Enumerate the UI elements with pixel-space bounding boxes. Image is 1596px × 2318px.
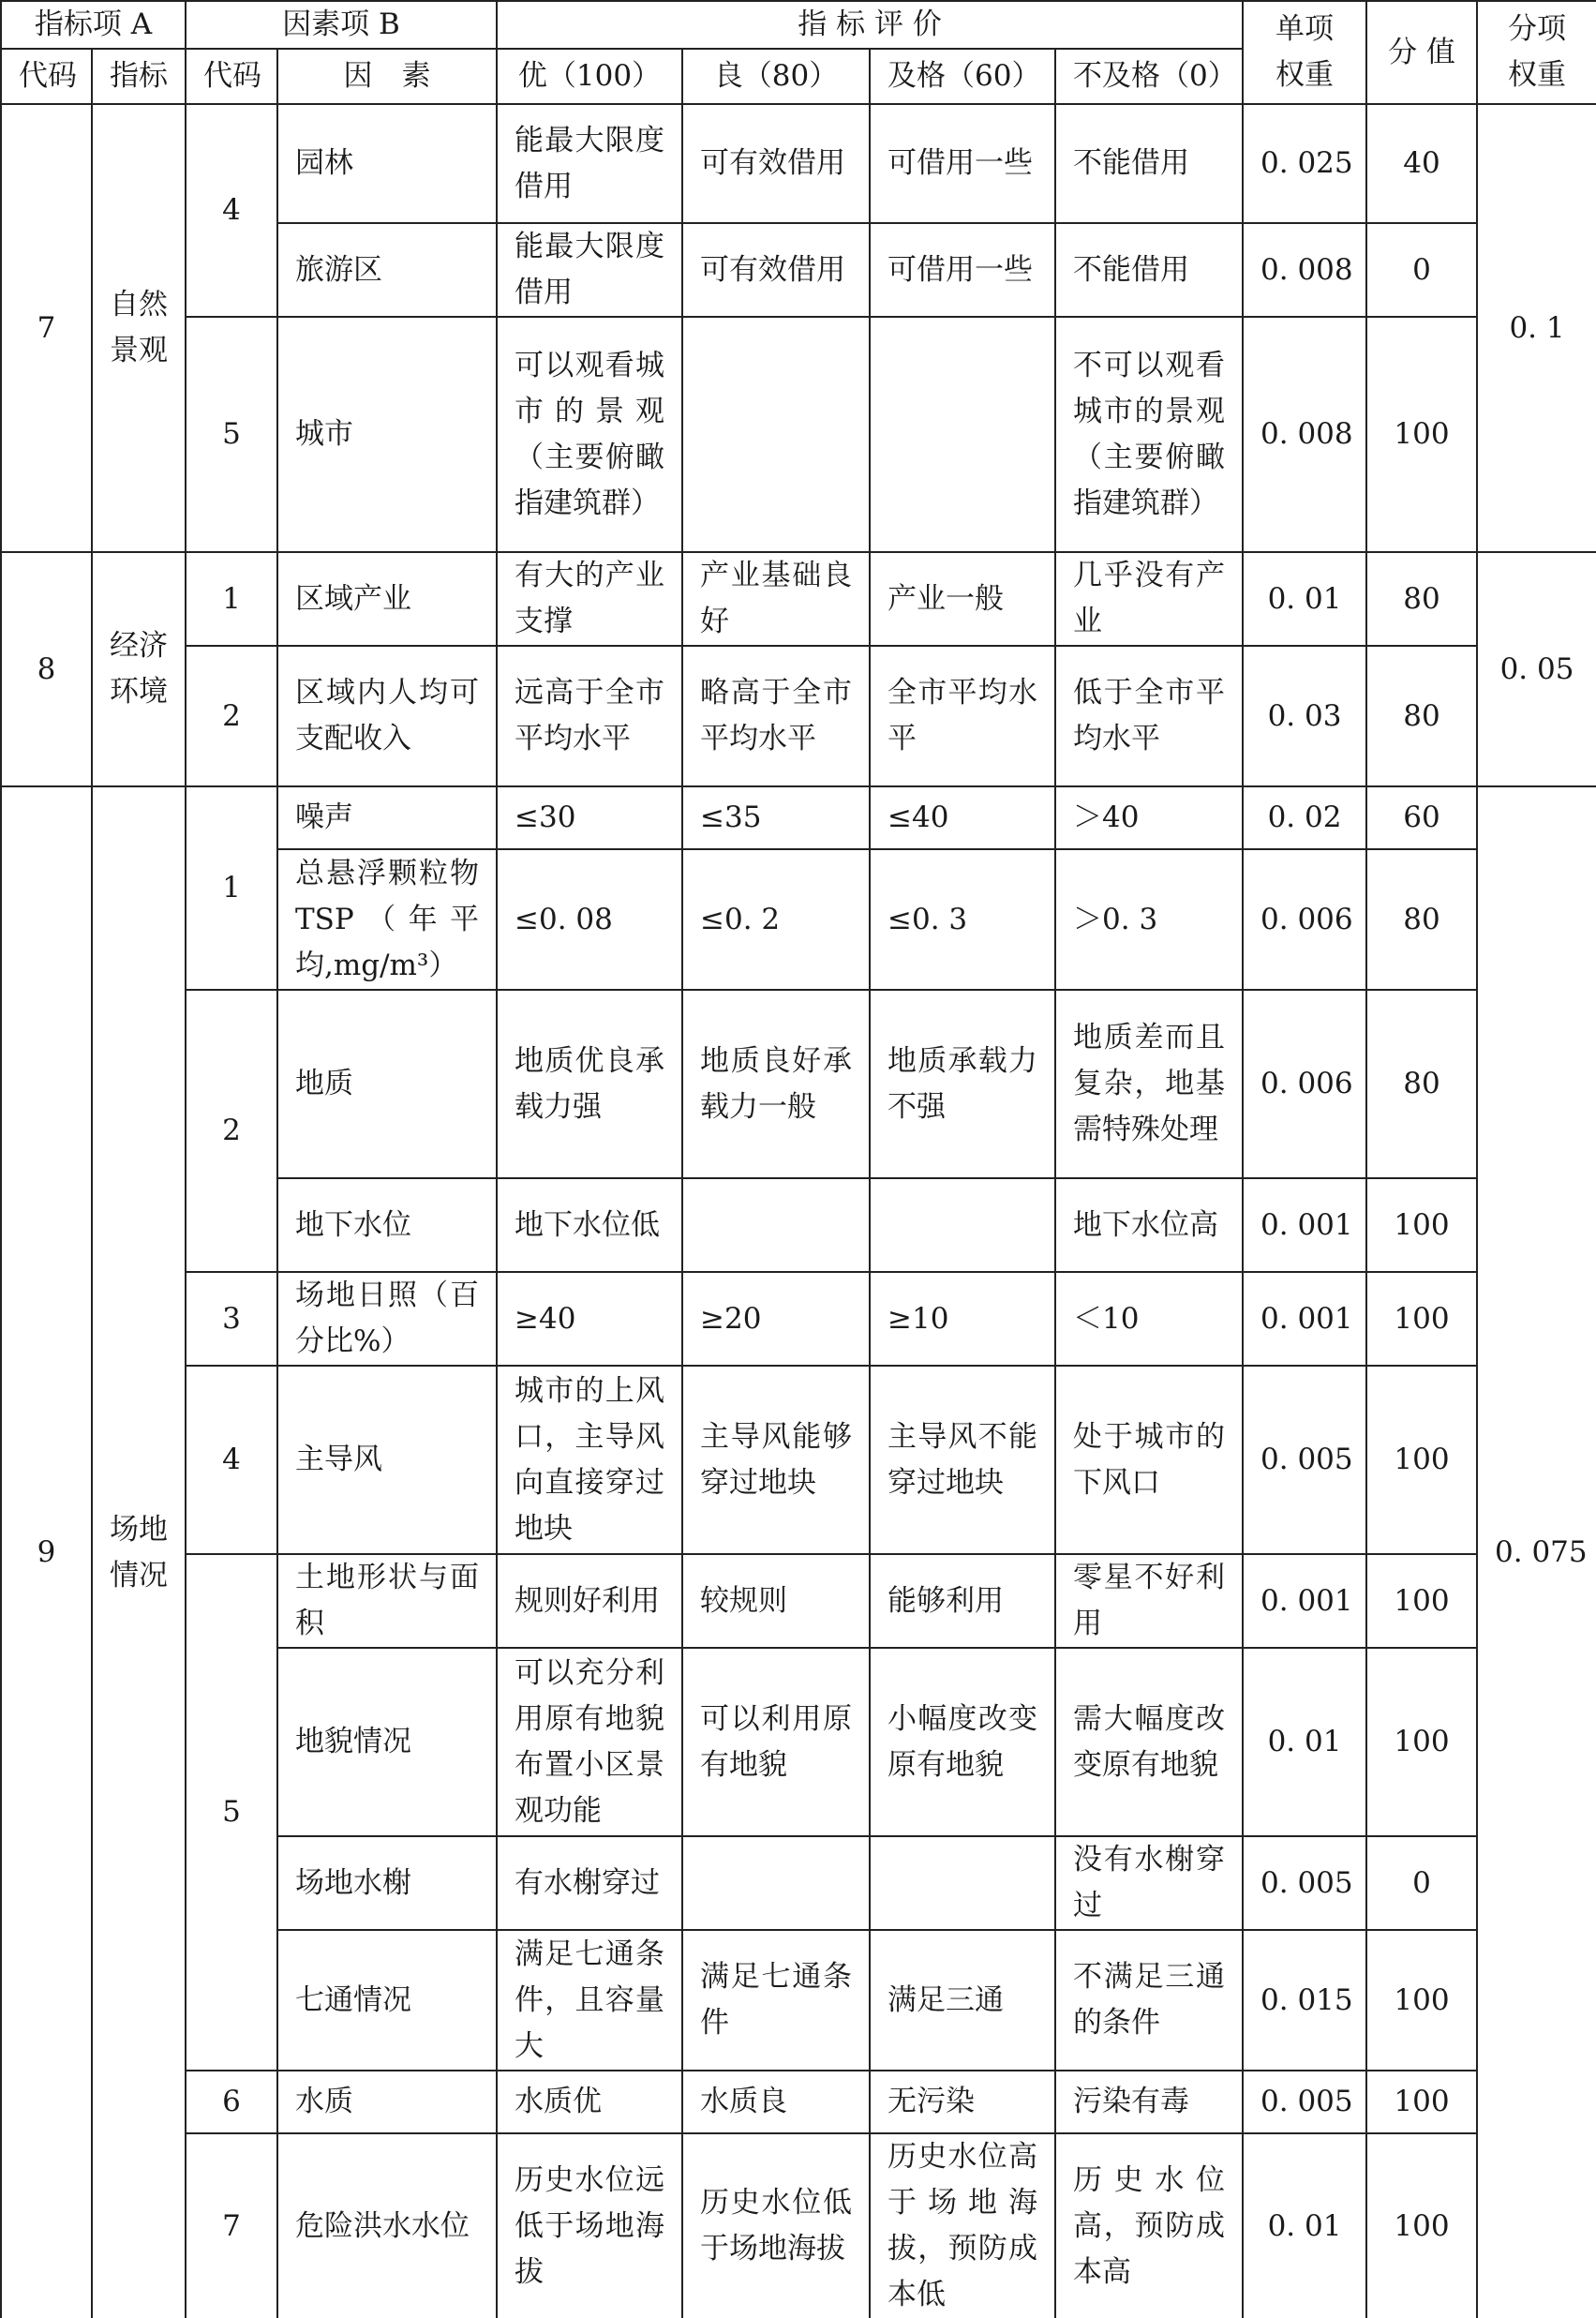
group-code: 7 [1,104,92,552]
eval-pass: ≤40 [870,786,1055,849]
factor-name: 土地形状与面积 [277,1554,497,1648]
eval-fail: ＞40 [1055,786,1243,849]
single-weight: 0. 01 [1243,552,1366,646]
eval-fail: 地质差而且复杂，地基需特殊处理 [1055,990,1243,1178]
eval-fail: 低于全市平均水平 [1055,646,1243,786]
header-factor: 因 素 [277,49,497,104]
eval-good [682,1178,870,1272]
eval-good: 可有效借用 [682,104,870,223]
eval-excellent: 满足七通条件，且容量大 [497,1930,682,2071]
factor-code: 5 [186,1554,277,2071]
eval-good: ≥20 [682,1272,870,1366]
single-weight: 0. 006 [1243,849,1366,990]
eval-excellent: 规则好利用 [497,1554,682,1648]
factor-name: 地貌情况 [277,1648,497,1836]
eval-good: 产业基础良好 [682,552,870,646]
eval-pass: 产业一般 [870,552,1055,646]
eval-good: ≤35 [682,786,870,849]
eval-excellent: ≤30 [497,786,682,849]
score-value: 100 [1366,2133,1477,2318]
score-value: 80 [1366,552,1477,646]
factor-name: 旅游区 [277,223,497,317]
factor-name: 场地日照（百分比%） [277,1272,497,1366]
header-code: 代码 [1,49,92,104]
eval-good: 略高于全市平均水平 [682,646,870,786]
factor-code: 6 [186,2071,277,2133]
score-value: 100 [1366,1930,1477,2071]
score-value: 100 [1366,1272,1477,1366]
score-value: 80 [1366,849,1477,990]
eval-good: 满足七通条件 [682,1930,870,2071]
factor-code: 7 [186,2133,277,2318]
factor-code: 5 [186,317,277,552]
score-value: 100 [1366,1178,1477,1272]
single-weight: 0. 005 [1243,2071,1366,2133]
header-factor-b: 因素项 B [186,1,497,49]
single-weight: 0. 005 [1243,1366,1366,1554]
factor-name: 区域产业 [277,552,497,646]
eval-pass [870,1836,1055,1930]
eval-excellent: 可以充分利用原有地貌布置小区景观功能 [497,1648,682,1836]
factor-code: 3 [186,1272,277,1366]
eval-fail: 地下水位高 [1055,1178,1243,1272]
eval-excellent: 能最大限度借用 [497,223,682,317]
header-score: 分 值 [1366,1,1477,104]
single-weight: 0. 025 [1243,104,1366,223]
score-value: 100 [1366,317,1477,552]
eval-fail: ＜10 [1055,1272,1243,1366]
header-pass: 及格（60） [870,49,1055,104]
table-row [1,552,1596,646]
eval-pass: ≥10 [870,1272,1055,1366]
eval-fail: 不可以观看城市的景观（主要俯瞰指建筑群） [1055,317,1243,552]
eval-pass: ≤0. 3 [870,849,1055,990]
single-weight: 0. 006 [1243,990,1366,1178]
factor-name: 主导风 [277,1366,497,1554]
eval-excellent: 有水榭穿过 [497,1836,682,1930]
score-value: 100 [1366,2071,1477,2133]
header-sub-weight: 分项 权重 [1477,1,1596,104]
table-row [1,786,1596,849]
group-name: 经济 环境 [92,552,186,786]
factor-name: 水质 [277,2071,497,2133]
table-row [1,2071,1596,2133]
factor-name: 危险洪水水位 [277,2133,497,2318]
header-index-a: 指标项 A [1,1,186,49]
score-value: 60 [1366,786,1477,849]
group-name: 自然 景观 [92,104,186,552]
score-value: 80 [1366,990,1477,1178]
eval-good: 可以利用原有地貌 [682,1648,870,1836]
single-weight: 0. 03 [1243,646,1366,786]
score-value: 100 [1366,1366,1477,1554]
single-weight: 0. 015 [1243,1930,1366,2071]
factor-name: 园林 [277,104,497,223]
eval-good [682,317,870,552]
factor-code: 1 [186,786,277,990]
eval-excellent: 能最大限度借用 [497,104,682,223]
eval-good: 可有效借用 [682,223,870,317]
eval-pass: 能够利用 [870,1554,1055,1648]
eval-pass: 全市平均水平 [870,646,1055,786]
table-row [1,317,1596,552]
eval-excellent: 城市的上风口，主导风向直接穿过地块 [497,1366,682,1554]
factor-code: 4 [186,1366,277,1554]
eval-good: 历史水位低于场地海拔 [682,2133,870,2318]
eval-good: 地质良好承载力一般 [682,990,870,1178]
header-evaluation: 指 标 评 价 [497,1,1243,49]
eval-pass: 满足三通 [870,1930,1055,2071]
eval-good: 较规则 [682,1554,870,1648]
table-row [1,1272,1596,1366]
score-value: 40 [1366,104,1477,223]
table-row [1,990,1596,1178]
factor-name: 场地水榭 [277,1836,497,1930]
table-body [1,104,1596,2318]
eval-fail: 不能借用 [1055,223,1243,317]
single-weight: 0. 02 [1243,786,1366,849]
eval-excellent: 地下水位低 [497,1178,682,1272]
factor-name: 城市 [277,317,497,552]
eval-excellent: 可以观看城市的景观（主要俯瞰指建筑群） [497,317,682,552]
score-value: 80 [1366,646,1477,786]
eval-excellent: 远高于全市平均水平 [497,646,682,786]
eval-excellent: 有大的产业支撑 [497,552,682,646]
eval-good [682,1836,870,1930]
eval-fail: 不能借用 [1055,104,1243,223]
header-index: 指标 [92,49,186,104]
eval-pass: 可借用一些 [870,223,1055,317]
table-row [1,104,1596,223]
header-single-weight: 单项 权重 [1243,1,1366,104]
single-weight: 0. 01 [1243,2133,1366,2318]
table-row [1,2133,1596,2318]
single-weight: 0. 01 [1243,1648,1366,1836]
eval-pass: 无污染 [870,2071,1055,2133]
eval-good: ≤0. 2 [682,849,870,990]
single-weight: 0. 001 [1243,1272,1366,1366]
header-factor-code: 代码 [186,49,277,104]
eval-pass [870,1178,1055,1272]
eval-fail: 需大幅度改变原有地貌 [1055,1648,1243,1836]
sub-weight: 0. 1 [1477,104,1596,552]
score-value: 0 [1366,223,1477,317]
score-value: 100 [1366,1554,1477,1648]
eval-pass [870,317,1055,552]
factor-name: 噪声 [277,786,497,849]
factor-code: 4 [186,104,277,317]
eval-pass: 历史水位高于场地海拔，预防成本低 [870,2133,1055,2318]
group-code: 9 [1,786,92,2318]
single-weight: 0. 001 [1243,1178,1366,1272]
eval-fail: 零星不好利用 [1055,1554,1243,1648]
factor-code: 2 [186,646,277,786]
factor-code: 2 [186,990,277,1272]
eval-excellent: ≤0. 08 [497,849,682,990]
factor-name: 区域内人均可支配收入 [277,646,497,786]
sub-weight: 0. 05 [1477,552,1596,786]
score-value: 0 [1366,1836,1477,1930]
eval-pass: 地质承载力不强 [870,990,1055,1178]
factor-name: 地质 [277,990,497,1178]
eval-excellent: 地质优良承载力强 [497,990,682,1178]
eval-fail: 没有水榭穿过 [1055,1836,1243,1930]
group-name: 场地 情况 [92,786,186,2318]
factor-name: 七通情况 [277,1930,497,2071]
eval-fail: 几乎没有产业 [1055,552,1243,646]
eval-fail: 历史水位高，预防成本高 [1055,2133,1243,2318]
table-row [1,1366,1596,1554]
eval-pass: 小幅度改变原有地貌 [870,1648,1055,1836]
single-weight: 0. 008 [1243,317,1366,552]
single-weight: 0. 001 [1243,1554,1366,1648]
factor-code: 1 [186,552,277,646]
header-fail: 不及格（0） [1055,49,1243,104]
eval-excellent: 历史水位远低于场地海拔 [497,2133,682,2318]
eval-fail: 处于城市的下风口 [1055,1366,1243,1554]
table-row [1,646,1596,786]
eval-fail: ＞0. 3 [1055,849,1243,990]
eval-fail: 污染有毒 [1055,2071,1243,2133]
header-good: 良（80） [682,49,870,104]
eval-pass: 可借用一些 [870,104,1055,223]
factor-name: 地下水位 [277,1178,497,1272]
table-row [1,1554,1596,1648]
score-value: 100 [1366,1648,1477,1836]
eval-pass: 主导风不能穿过地块 [870,1366,1055,1554]
eval-good: 水质良 [682,2071,870,2133]
eval-good: 主导风能够穿过地块 [682,1366,870,1554]
eval-excellent: ≥40 [497,1272,682,1366]
eval-excellent: 水质优 [497,2071,682,2133]
sub-weight: 0. 075 [1477,786,1596,2318]
single-weight: 0. 008 [1243,223,1366,317]
single-weight: 0. 005 [1243,1836,1366,1930]
header-excellent: 优（100） [497,49,682,104]
group-code: 8 [1,552,92,786]
factor-name: 总悬浮颗粒物 TSP（年平均,mg/m³） [277,849,497,990]
eval-fail: 不满足三通的条件 [1055,1930,1243,2071]
